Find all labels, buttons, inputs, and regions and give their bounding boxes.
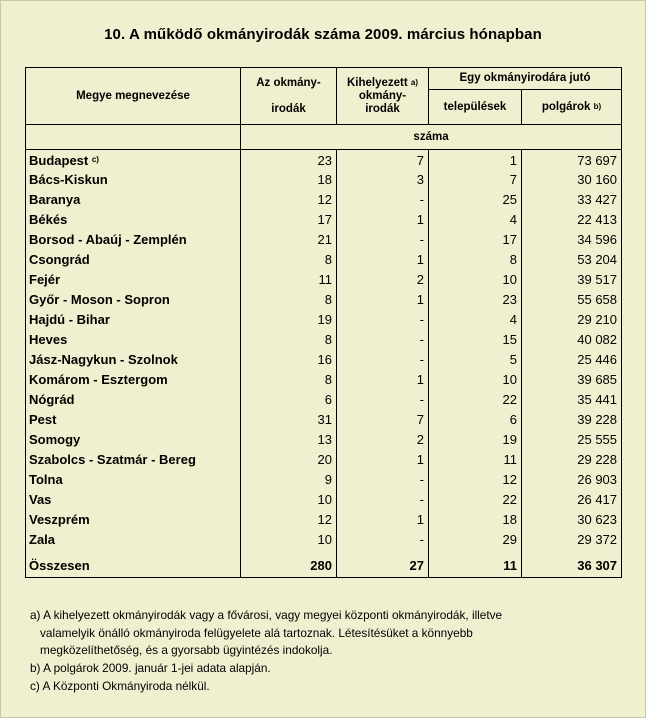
cell-irodak: 10 [241,530,337,550]
cell-polgarok: 40 082 [522,330,622,350]
cell-polgarok: 39 685 [522,370,622,390]
cell-irodak: 9 [241,470,337,490]
cell-telepulesek: 7 [429,170,522,190]
cell-kihelyezett: 2 [337,430,429,450]
county-name: Komárom - Esztergom [26,370,241,390]
cell-kihelyezett: 7 [337,150,429,171]
cell-kihelyezett: 7 [337,410,429,430]
county-name: Heves [26,330,241,350]
cell-polgarok: 39 228 [522,410,622,430]
cell-telepulesek: 22 [429,490,522,510]
table-row [26,310,622,330]
cell-kihelyezett: - [337,350,429,370]
cell-polgarok: 53 204 [522,250,622,270]
header-settlements: települések [429,90,522,125]
county-name: Bács-Kiskun [26,170,241,190]
cell-telepulesek: 22 [429,390,522,410]
cell-kihelyezett: - [337,330,429,350]
cell-polgarok: 35 441 [522,390,622,410]
header-unit: száma [241,125,622,150]
cell-telepulesek: 11 [429,450,522,470]
header-county-blank [26,125,241,150]
table-row [26,390,622,410]
county-name: Pest [26,410,241,430]
cell-irodak: 10 [241,490,337,510]
cell-kihelyezett: - [337,530,429,550]
cell-telepulesek: 23 [429,290,522,310]
cell-kihelyezett: - [337,490,429,510]
cell-polgarok: 39 517 [522,270,622,290]
total-telepulesek: 11 [429,555,522,578]
cell-irodak: 31 [241,410,337,430]
cell-irodak: 17 [241,210,337,230]
cell-irodak: 6 [241,390,337,410]
cell-polgarok: 26 903 [522,470,622,490]
table-row [26,370,622,390]
county-name: Veszprém [26,510,241,530]
cell-telepulesek: 10 [429,270,522,290]
cell-polgarok: 55 658 [522,290,622,310]
county-name: Békés [26,210,241,230]
cell-polgarok: 30 623 [522,510,622,530]
data-table [25,67,622,578]
cell-kihelyezett: - [337,230,429,250]
cell-kihelyezett: 3 [337,170,429,190]
total-polgarok: 36 307 [522,555,622,578]
table-row [26,290,622,310]
county-name: Baranya [26,190,241,210]
cell-kihelyezett: - [337,310,429,330]
cell-telepulesek: 10 [429,370,522,390]
cell-kihelyezett: 2 [337,270,429,290]
cell-kihelyezett: 1 [337,250,429,270]
table-row [26,250,622,270]
cell-telepulesek: 12 [429,470,522,490]
cell-irodak: 21 [241,230,337,250]
table-row [26,450,622,470]
county-name: Borsod - Abaúj - Zemplén [26,230,241,250]
cell-polgarok: 25 446 [522,350,622,370]
cell-kihelyezett: - [337,390,429,410]
cell-polgarok: 34 596 [522,230,622,250]
cell-kihelyezett: 1 [337,510,429,530]
footnotes [30,607,610,696]
cell-irodak: 13 [241,430,337,450]
county-name: Zala [26,530,241,550]
cell-telepulesek: 15 [429,330,522,350]
table-title: 10. A működő okmányirodák száma 2009. március hónapban [104,26,542,43]
table-row [26,490,622,510]
header-offices: Az okmány- irodák [241,68,337,125]
footnote-b: b) A polgárok 2009. január 1-jei adata alapján. [30,661,271,676]
cell-polgarok: 30 160 [522,170,622,190]
table-row [26,170,622,190]
header-per-office-group: Egy okmányirodára jutó [429,68,622,90]
county-name: Hajdú - Bihar [26,310,241,330]
cell-kihelyezett: - [337,190,429,210]
table-row [26,230,622,250]
cell-kihelyezett: 1 [337,370,429,390]
table-row [26,150,622,171]
cell-irodak: 8 [241,250,337,270]
cell-irodak: 11 [241,270,337,290]
cell-irodak: 8 [241,370,337,390]
table-row [26,530,622,550]
county-name: Szabolcs - Szatmár - Bereg [26,450,241,470]
table-row [26,350,622,370]
county-name: Somogy [26,430,241,450]
header-outposted-offices: Kihelyezett $^{a)}$ okmány- irodák [337,68,429,125]
cell-telepulesek: 8 [429,250,522,270]
cell-polgarok: 73 697 [522,150,622,171]
cell-polgarok: 25 555 [522,430,622,450]
header-county: Megye megnevezése [26,68,241,125]
cell-telepulesek: 6 [429,410,522,430]
total-kihelyezett: 27 [337,555,429,578]
table-row [26,430,622,450]
total-row [26,555,622,578]
cell-irodak: 8 [241,330,337,350]
cell-telepulesek: 4 [429,210,522,230]
county-name: Győr - Moson - Sopron [26,290,241,310]
county-name: Nógrád [26,390,241,410]
cell-polgarok: 22 413 [522,210,622,230]
cell-telepulesek: 17 [429,230,522,250]
header-citizens: polgárok $^{b)}$ [522,90,622,125]
cell-polgarok: 29 228 [522,450,622,470]
footnote-a-cont-1: valamelyik önálló okmányiroda felügyelete alá tartoznak. Létesítésüket a könnyebb [40,625,473,640]
cell-telepulesek: 18 [429,510,522,530]
cell-kihelyezett: - [337,470,429,490]
cell-irodak: 20 [241,450,337,470]
county-name: Budapest $^{c)}$ [26,150,241,171]
cell-kihelyezett: 1 [337,290,429,310]
cell-kihelyezett: 1 [337,210,429,230]
table-row [26,510,622,530]
county-name: Vas [26,490,241,510]
county-name: Tolna [26,470,241,490]
cell-kihelyezett: 1 [337,450,429,470]
cell-telepulesek: 19 [429,430,522,450]
county-name: Fejér [26,270,241,290]
cell-polgarok: 29 372 [522,530,622,550]
cell-irodak: 8 [241,290,337,310]
table-row [26,470,622,490]
cell-telepulesek: 25 [429,190,522,210]
table-row [26,330,622,350]
total-label: Összesen [26,555,241,578]
table-row [26,190,622,210]
cell-telepulesek: 1 [429,150,522,171]
cell-irodak: 23 [241,150,337,171]
total-irodak: 280 [241,555,337,578]
cell-irodak: 12 [241,190,337,210]
cell-telepulesek: 5 [429,350,522,370]
cell-telepulesek: 4 [429,310,522,330]
footnote-a-cont-2: megközelíthetőség, és a gyorsabb ügyintézés indokolja. [40,643,333,658]
cell-telepulesek: 29 [429,530,522,550]
table-row [26,410,622,430]
footnote-c: c) A Központi Okmányiroda nélkül. [30,678,210,693]
county-name: Jász-Nagykun - Szolnok [26,350,241,370]
table-row [26,270,622,290]
cell-irodak: 18 [241,170,337,190]
cell-polgarok: 33 427 [522,190,622,210]
footnote-a: a) A kihelyezett okmányirodák vagy a fővárosi, vagy megyei központi okmányirodák, illetve [30,608,503,622]
cell-irodak: 19 [241,310,337,330]
cell-polgarok: 26 417 [522,490,622,510]
cell-irodak: 16 [241,350,337,370]
county-name: Csongrád [26,250,241,270]
table-row [26,210,622,230]
cell-irodak: 12 [241,510,337,530]
cell-polgarok: 29 210 [522,310,622,330]
